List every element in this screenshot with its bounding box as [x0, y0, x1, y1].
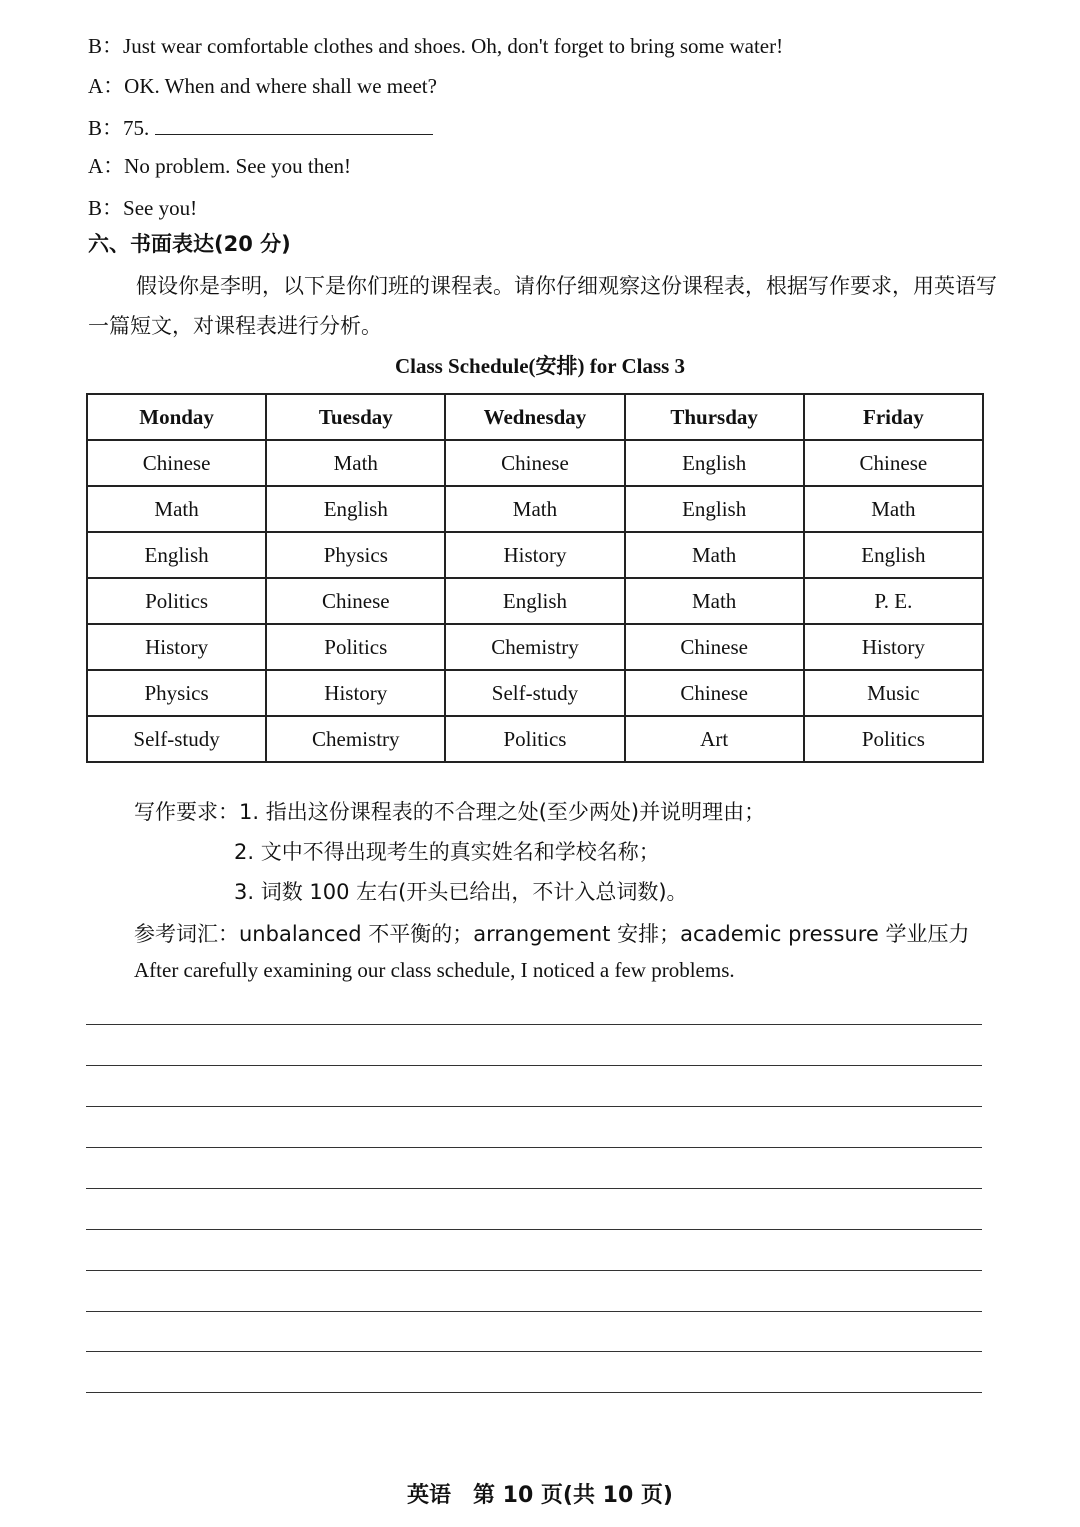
speaker-label: A：	[88, 154, 125, 178]
dialog-line-4	[88, 150, 351, 180]
table-cell: Math	[445, 486, 624, 532]
writing-instruction: 假设你是李明，以下是你们班的课程表。请你仔细观察这份课程表，根据写作要求，用英语写一篇短文，对课程表进行分析。	[88, 274, 997, 338]
table-cell: Chinese	[445, 440, 624, 486]
question-number: 75.	[123, 116, 150, 140]
answer-line[interactable]	[86, 1392, 982, 1393]
header-wednesday: Wednesday	[445, 394, 624, 440]
dialog-text: OK. When and where shall we meet?	[124, 74, 437, 98]
answer-line[interactable]	[86, 1311, 982, 1312]
class-schedule-table	[86, 393, 984, 763]
table-row	[87, 670, 983, 716]
requirement-item: 2. 文中不得出现考生的真实姓名和学校名称；	[234, 840, 660, 864]
table-cell: Politics	[445, 716, 624, 762]
table-cell: Chinese	[87, 440, 266, 486]
table-cell: Art	[625, 716, 804, 762]
dialog-line-1	[88, 30, 783, 60]
table-title: Class Schedule(安排) for Class 3	[394, 354, 686, 378]
table-cell: History	[445, 532, 624, 578]
section-title: 六、书面表达(20 分)	[88, 232, 291, 256]
requirement-item: 1. 指出这份课程表的不合理之处(至少两处)并说明理由；	[239, 800, 766, 824]
speaker-label: A：	[88, 74, 125, 98]
dialog-text: No problem. See you then!	[124, 154, 352, 178]
header-monday: Monday	[87, 394, 266, 440]
table-cell: Physics	[266, 532, 445, 578]
speaker-label: B：	[88, 196, 124, 220]
requirement-1-line	[134, 796, 765, 826]
header-thursday: Thursday	[625, 394, 804, 440]
table-cell: Music	[804, 670, 983, 716]
table-cell: English	[804, 532, 983, 578]
answer-line[interactable]	[86, 1229, 982, 1230]
table-cell: English	[445, 578, 624, 624]
answer-line[interactable]	[86, 1188, 982, 1189]
answer-line[interactable]	[86, 1270, 982, 1271]
table-row	[87, 578, 983, 624]
table-cell: Self-study	[445, 670, 624, 716]
table-cell: History	[87, 624, 266, 670]
speaker-label: B：	[88, 34, 124, 58]
answer-line[interactable]	[86, 1106, 982, 1107]
page-footer: 英语 第 10 页(共 10 页)	[407, 1483, 673, 1508]
table-cell: English	[625, 440, 804, 486]
answer-blank[interactable]	[155, 116, 433, 135]
table-cell: Chemistry	[266, 716, 445, 762]
table-cell: English	[266, 486, 445, 532]
table-row	[87, 624, 983, 670]
table-row	[87, 486, 983, 532]
table-cell: Chinese	[266, 578, 445, 624]
table-cell: Politics	[266, 624, 445, 670]
table-cell: Math	[625, 578, 804, 624]
answer-line[interactable]	[86, 1351, 982, 1352]
table-cell: Chinese	[625, 670, 804, 716]
table-cell: Math	[804, 486, 983, 532]
table-cell: Politics	[87, 578, 266, 624]
table-cell: Math	[266, 440, 445, 486]
table-cell: P. E.	[804, 578, 983, 624]
table-row	[87, 532, 983, 578]
table-cell: History	[266, 670, 445, 716]
table-cell: History	[804, 624, 983, 670]
table-cell: Physics	[87, 670, 266, 716]
reference-vocabulary: 参考词汇：unbalanced 不平衡的；arrangement 安排；academic pressure 学业压力	[134, 922, 970, 946]
requirements-label: 写作要求：	[134, 800, 239, 824]
table-cell: Math	[87, 486, 266, 532]
table-cell: Math	[625, 532, 804, 578]
table-row	[87, 716, 983, 762]
table-cell: Chinese	[804, 440, 983, 486]
table-cell: Chinese	[625, 624, 804, 670]
table-cell: English	[87, 532, 266, 578]
essay-opening: After carefully examining our class schedule, I noticed a few problems.	[134, 958, 735, 982]
dialog-text: Just wear comfortable clothes and shoes. Oh, don't forget to bring some water!	[123, 34, 784, 58]
table-header-row	[87, 394, 983, 440]
table-cell: Politics	[804, 716, 983, 762]
header-friday: Friday	[804, 394, 983, 440]
dialog-line-3	[88, 112, 433, 142]
requirement-item: 3. 词数 100 左右(开头已给出，不计入总词数)。	[234, 880, 688, 904]
table-cell: Chemistry	[445, 624, 624, 670]
dialog-line-5	[88, 192, 197, 222]
answer-line[interactable]	[86, 1024, 982, 1025]
table-cell: English	[625, 486, 804, 532]
header-tuesday: Tuesday	[266, 394, 445, 440]
table-row	[87, 440, 983, 486]
dialog-line-2	[88, 70, 437, 100]
answer-line[interactable]	[86, 1147, 982, 1148]
table-cell: Self-study	[87, 716, 266, 762]
answer-line[interactable]	[86, 1065, 982, 1066]
dialog-text: See you!	[123, 196, 198, 220]
speaker-label: B：	[88, 116, 124, 140]
